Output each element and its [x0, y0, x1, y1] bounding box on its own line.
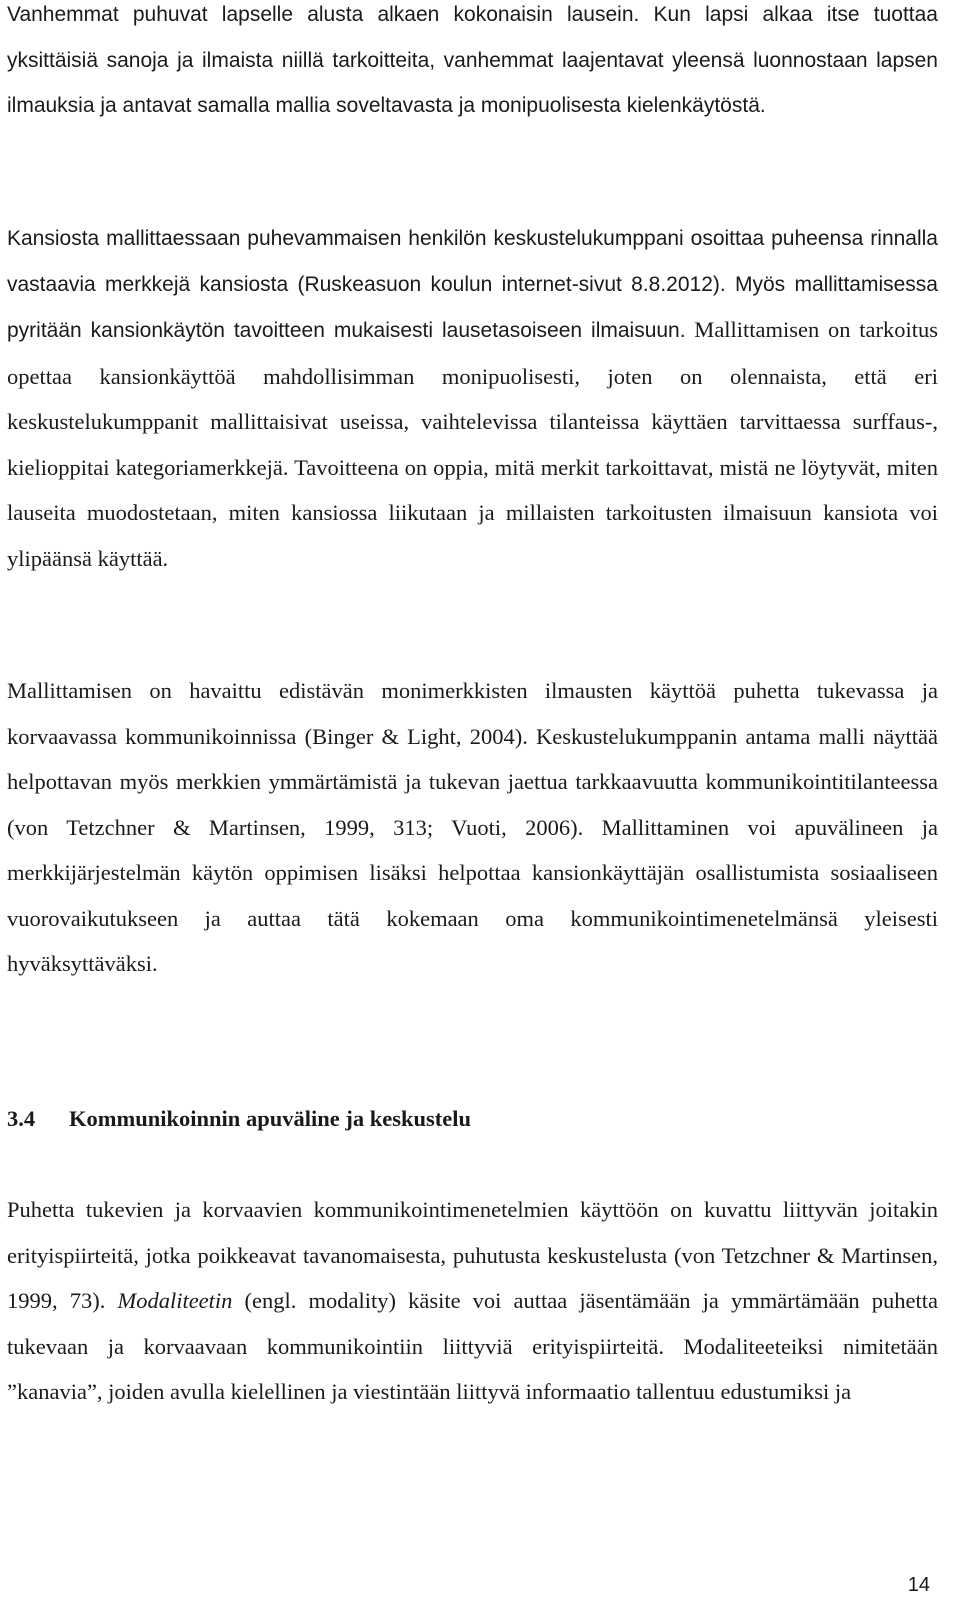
paragraph-3-text: Mallittamisen on havaittu edistävän monimerkkisten ilmausten käyttöä puhetta tukevassa ja korvaavassa kommunikoinnissa (Binger & Light, 2004). Keskustelukumppanin antama malli näyttää helpottavan myös merkkien ymmärtämistä ja tukevan jaettua tarkkaavuutta kommunikointitilanteessa (von Tetzchner & Martinsen, 1999, 313; Vuoti, 2006). Mallittaminen voi apuvälineen ja merkkijärjestelmän käytön oppimisen lisäksi helpottaa kansionkäyttäjän osallistumista sosiaaliseen vuorovaikutukseen ja auttaa tätä kokemaan oma kommunikointimenetelmänsä yleisesti hyväksyttäväksi. — [7, 678, 938, 976]
paragraph-2-body: Mallittamisen on tarkoitus opettaa kansionkäyttöä mahdollisimman monipuolisesti, joten on olennaista, että eri keskustelukumppanit mallittaisivat useissa, vaihtelevissa tilanteissa käyttäen tarvittaessa surffaus-, kielioppitai kategoriamerkkejä. Tavoitteena on oppia, mitä merkit tarkoittavat, mistä ne löytyvät, miten lauseita muodostetaan, miten kansiossa liikutaan ja millaisten tarkoitusten ilmaisuun kansiota voi ylipäänsä käyttää. — [7, 317, 938, 571]
paragraph-3 — [7, 668, 938, 987]
paragraph-4 — [7, 1187, 938, 1415]
modality-term: Modaliteetin — [117, 1288, 233, 1313]
section-number: 3.4 — [7, 1106, 36, 1131]
paragraph-2-lead: Kansiosta mallittaessaan puhevammaisen henkilön keskustelukumppani osoittaa puheensa rinnalla vastaavia merkkejä kansiosta (Ruskeasuon koulun internet-sivut 8.8.2012). Myös mallittamisessa pyritään kansionkäytön tavoitteen mukaisesti lausetasoiseen ilmaisuun. — [7, 227, 938, 342]
paragraph-4-text-start: Puhetta tukevien ja korvaavien kommunikointimenetelmien käyttöön on kuvattu liittyvän joitakin erityispiirteitä, jotka poikkeavat tavanomaisesta, puhutusta keskustelusta (von Tetzchner & Martinsen, 1999, 73). — [7, 1197, 938, 1313]
paragraph-1-text: Vanhemmat puhuvat lapselle alusta alkaen kokonaisin lausein. Kun lapsi alkaa itse tuottaa yksittäisiä sanoja ja ilmaista niillä tarkoitteita, vanhemmat laajentavat yleensä luonnostaan lapsen ilmauksia ja antavat samalla mallia soveltavasta ja monipuolisesta kielenkäytöstä. — [7, 3, 938, 117]
paragraph-1 — [7, 0, 938, 129]
section-title: Kommunikoinnin apuväline ja keskustelu — [69, 1106, 472, 1131]
paragraph-2 — [7, 216, 938, 581]
paragraph-4-text-end: (engl. modality) käsite voi auttaa jäsentämään ja ymmärtämään puhetta tukevaan ja korvaavaan kommunikointiin liittyviä erityispiirteitä. Modaliteeteiksi nimitetään ”kanavia”, joiden avulla kielellinen ja viestintään liittyvä informaatio tallentuu edustumiksi ja — [7, 1288, 938, 1404]
page-number: 14 — [907, 1574, 930, 1596]
section-heading — [7, 1096, 471, 1142]
